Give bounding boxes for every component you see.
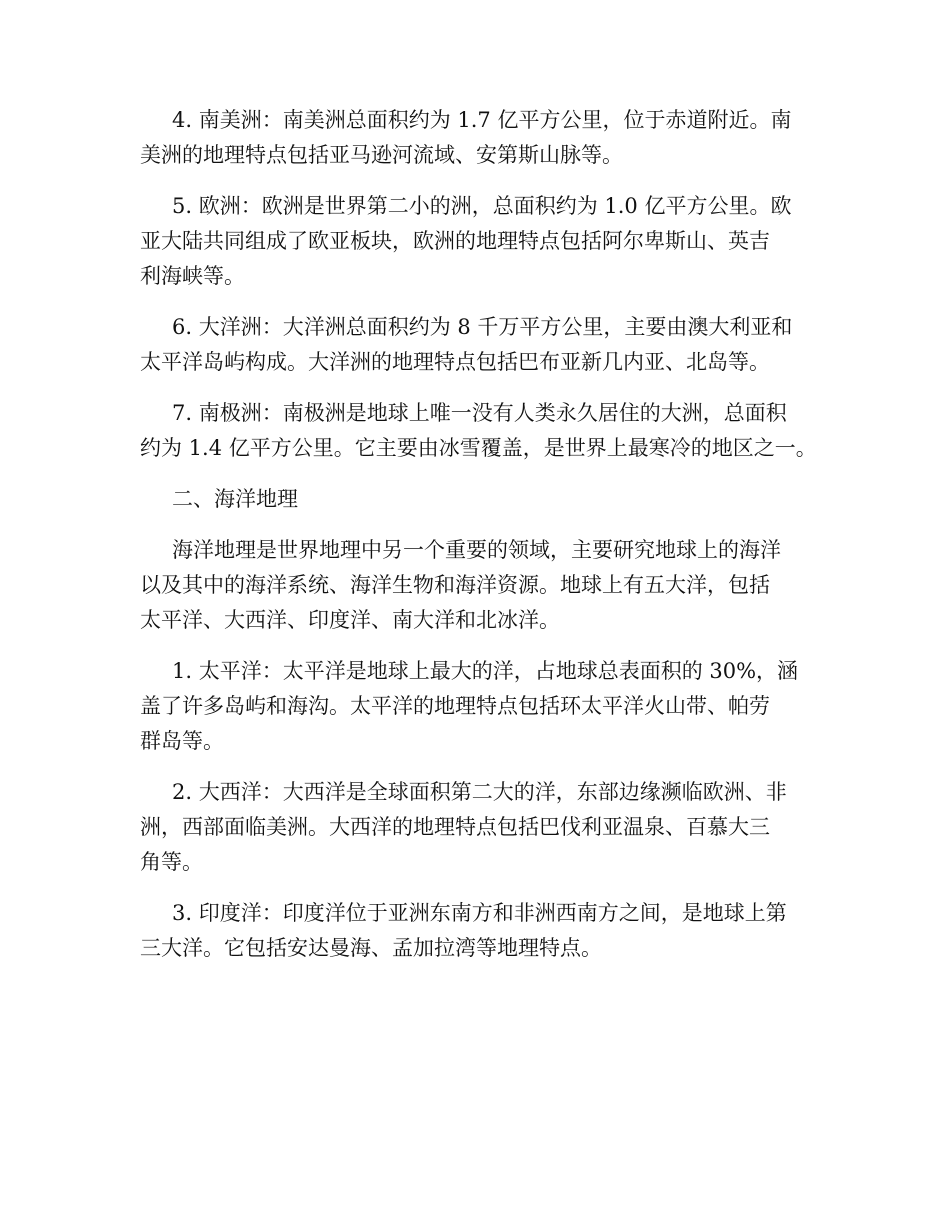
paragraph-europe	[140, 189, 820, 294]
section-heading	[140, 482, 820, 517]
paragraph-pacific	[140, 654, 820, 759]
text-line: 约为 1.4 亿平方公里。它主要由冰雪覆盖，是世界上最寒冷的地区之一。	[140, 436, 817, 460]
text-line: 海洋地理是世界地理中另一个重要的领域，主要研究地球上的海洋	[172, 538, 781, 562]
text-line: 三大洋。它包括安达曼海、孟加拉湾等地理特点。	[140, 936, 602, 960]
text-line: 6. 大洋洲：大洋洲总面积约为 8 千万平方公里，主要由澳大利亚和	[172, 315, 793, 339]
paragraph-ocean-intro	[140, 533, 820, 638]
text-line: 4. 南美洲：南美洲总面积约为 1.7 亿平方公里，位于赤道附近。南	[172, 108, 792, 132]
text-line: 太平洋岛屿构成。大洋洲的地理特点包括巴布亚新几内亚、北岛等。	[140, 350, 770, 374]
text-line: 1. 太平洋：太平洋是地球上最大的洋，占地球总表面积的 30%，涵	[172, 659, 799, 683]
text-line: 3. 印度洋：印度洋位于亚洲东南方和非洲西南方之间，是地球上第	[172, 901, 787, 925]
paragraph-atlantic	[140, 775, 820, 880]
text-line: 二、海洋地理	[172, 487, 298, 511]
text-line: 亚大陆共同组成了欧亚板块，欧洲的地理特点包括阿尔卑斯山、英吉	[140, 229, 770, 253]
text-line: 7. 南极洲：南极洲是地球上唯一没有人类永久居住的大洲，总面积	[172, 401, 787, 425]
text-line: 洲，西部面临美洲。大西洋的地理特点包括巴伐利亚温泉、百慕大三	[140, 815, 770, 839]
text-line: 以及其中的海洋系统、海洋生物和海洋资源。地球上有五大洋，包括	[140, 573, 770, 597]
text-line: 2. 大西洋：大西洋是全球面积第二大的洋，东部边缘濒临欧洲、非	[172, 780, 787, 804]
text-line: 群岛等。	[140, 729, 224, 753]
text-line: 利海峡等。	[140, 264, 245, 288]
text-line: 盖了许多岛屿和海沟。太平洋的地理特点包括环太平洋火山带、帕劳	[140, 694, 770, 718]
paragraph-south-america	[140, 103, 820, 173]
paragraph-antarctica	[140, 396, 820, 466]
document-body	[140, 103, 820, 982]
text-line: 5. 欧洲：欧洲是世界第二小的洲，总面积约为 1.0 亿平方公里。欧	[172, 194, 792, 218]
paragraph-oceania	[140, 310, 820, 380]
text-line: 角等。	[140, 850, 203, 874]
paragraph-indian	[140, 896, 820, 966]
text-line: 美洲的地理特点包括亚马逊河流域、安第斯山脉等。	[140, 143, 623, 167]
text-line: 太平洋、大西洋、印度洋、南大洋和北冰洋。	[140, 608, 560, 632]
